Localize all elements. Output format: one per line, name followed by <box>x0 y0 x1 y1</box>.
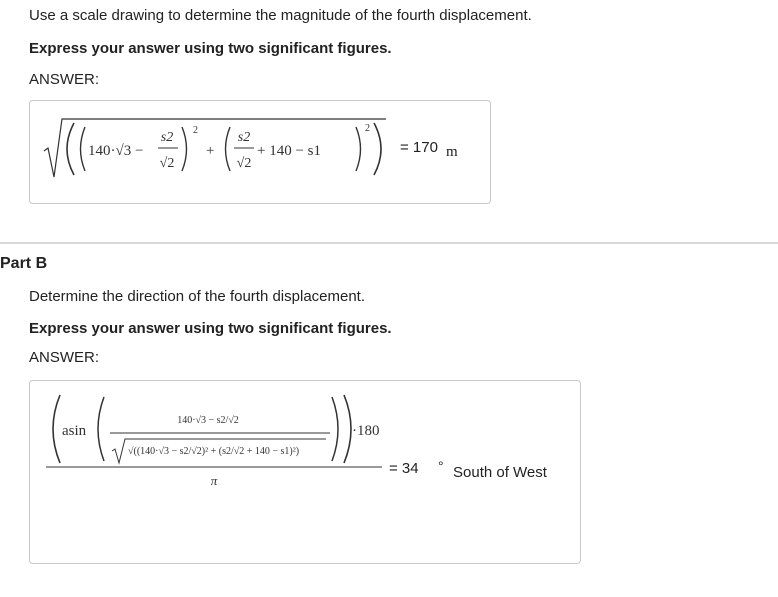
exp-2: 2 <box>365 123 370 134</box>
exp-1: 2 <box>193 125 198 136</box>
part-b-answer-label: ANSWER: <box>29 349 100 366</box>
section-divider <box>0 242 778 244</box>
part-a-unit: m <box>446 144 458 160</box>
times-180: ·180 <box>352 423 380 439</box>
inner-numerator: 140·√3 − s2/√2 <box>177 415 239 426</box>
frac-num-1: s2 <box>160 130 174 145</box>
inner-denominator: √((140·√3 − s2/√2)² + (s2/√2 + 140 − s1)²) <box>128 446 300 457</box>
plus-sign: + <box>206 143 215 159</box>
term-2: + 140 − s1 <box>257 143 322 159</box>
frac-den-1: √2 <box>159 156 175 171</box>
outer-paren-left <box>67 123 74 175</box>
part-b-result: = 34 <box>389 460 419 477</box>
part-a-formula <box>30 101 400 201</box>
part-a-question: Use a scale drawing to determine the magnitude of the fourth displacement. <box>29 7 532 24</box>
part-a-answer-label: ANSWER: <box>29 71 100 88</box>
term-1: 140·√3 − <box>88 143 144 159</box>
part-b-question: Determine the direction of the fourth displacement. <box>29 288 366 305</box>
part-b-direction: South of West <box>453 464 547 481</box>
degree-symbol: ° <box>438 458 444 474</box>
frac-den-2: √2 <box>236 156 252 171</box>
inner-paren-right-2 <box>356 127 361 171</box>
part-b-title: Part B <box>0 255 48 272</box>
part-a-instruction: Express your answer using two significant figures. <box>29 40 392 57</box>
part-b-instruction: Express your answer using two significant figures. <box>29 320 392 337</box>
part-b-formula <box>30 381 390 496</box>
inner-paren-left-2 <box>226 127 231 171</box>
pi-denominator: π <box>210 473 218 488</box>
part-a-result: = 170 <box>400 139 438 156</box>
frac-num-2: s2 <box>237 130 251 145</box>
inner-paren-left-1 <box>81 127 86 171</box>
part-b-answer-box[interactable] <box>29 380 581 564</box>
outer-paren-right <box>374 123 381 175</box>
part-a-answer-box[interactable] <box>29 100 491 204</box>
inner-paren-right-1 <box>182 127 187 171</box>
asin-label: asin <box>62 423 87 439</box>
